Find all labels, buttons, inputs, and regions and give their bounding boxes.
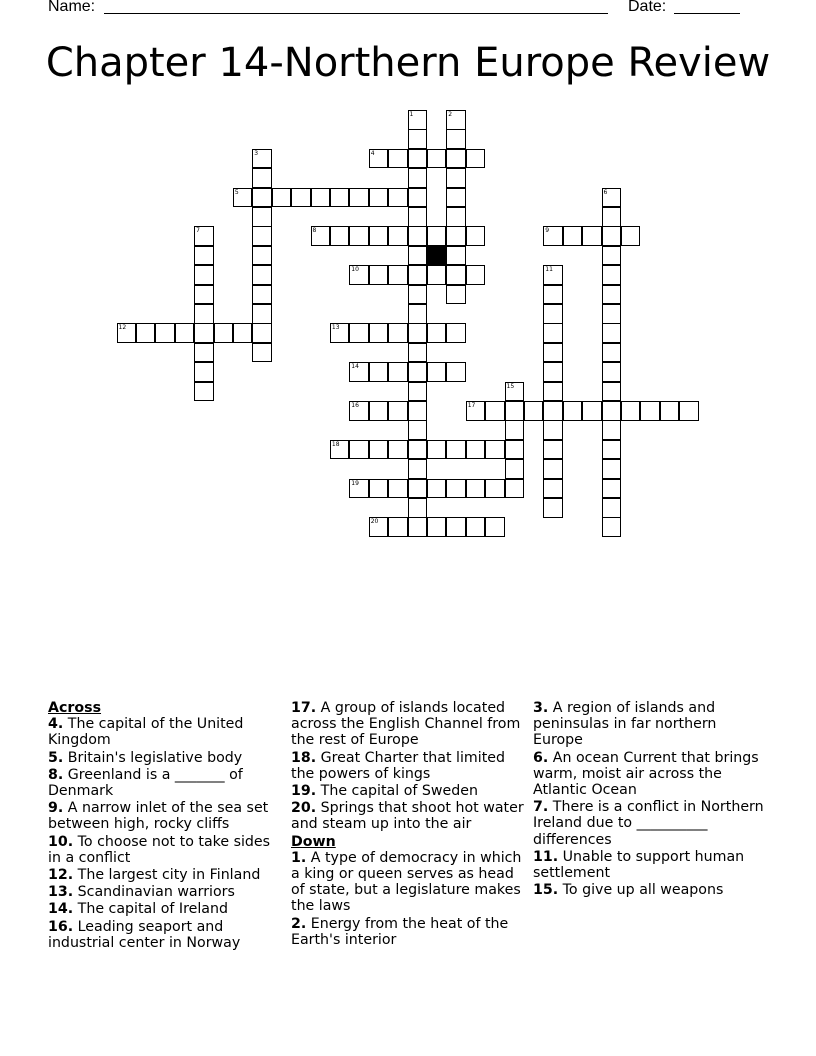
page-title: Chapter 14-Northern Europe Review (45, 40, 771, 86)
clue-text: The capital of the United Kingdom (48, 716, 244, 749)
clue-text: Britain's legislative body (67, 749, 243, 766)
grid-cell[interactable] (427, 517, 447, 537)
down-header: Down (291, 833, 336, 850)
grid-cell[interactable] (330, 323, 350, 343)
grid-cell[interactable] (252, 149, 272, 169)
grid-cell[interactable] (214, 323, 234, 343)
grid-cell[interactable] (408, 285, 428, 305)
grid-cell[interactable] (408, 440, 428, 460)
grid-cell[interactable] (388, 265, 408, 285)
grid-cell[interactable] (543, 382, 563, 402)
clue-number-label: 6 (603, 188, 608, 196)
clue-text: A type of democracy in which a king or queen serves as head of state, but a legislature makes the laws (291, 849, 522, 915)
grid-cell[interactable] (543, 459, 563, 479)
clue-number: 20. (291, 800, 317, 817)
grid-cell[interactable] (194, 285, 214, 305)
clue-across-9 (48, 800, 284, 832)
grid-cell[interactable] (233, 323, 253, 343)
clues-column-3 (533, 700, 769, 899)
clue-number-label: 2 (448, 111, 453, 118)
grid-cell[interactable] (582, 226, 602, 246)
grid-cell[interactable] (446, 323, 466, 343)
grid-cell[interactable] (155, 323, 175, 343)
grid-cell[interactable] (252, 323, 272, 343)
grid-cell[interactable] (602, 362, 622, 382)
grid-cell[interactable] (446, 479, 466, 499)
grid-cell[interactable] (466, 401, 486, 421)
grid-cell[interactable] (388, 149, 408, 169)
clue-text: The largest city in Finland (77, 867, 261, 884)
grid-cell[interactable] (602, 343, 622, 363)
grid-cell[interactable] (388, 517, 408, 537)
grid-cell[interactable] (602, 517, 622, 537)
grid-cell[interactable] (446, 168, 466, 188)
grid-cell[interactable] (466, 149, 486, 169)
grid-cell[interactable] (446, 517, 466, 537)
grid-cell[interactable] (233, 188, 253, 208)
clue-number: 6. (533, 749, 549, 766)
grid-cell[interactable] (408, 304, 428, 324)
clue-down-11 (533, 849, 769, 881)
grid-cell[interactable] (602, 226, 622, 246)
date-label: Date: (628, 0, 667, 15)
grid-cell[interactable] (408, 420, 428, 440)
grid-cell[interactable] (505, 440, 525, 460)
grid-cell[interactable] (543, 285, 563, 305)
grid-cell[interactable] (408, 149, 428, 169)
grid-cell[interactable] (408, 479, 428, 499)
clue-number: 16. (48, 918, 74, 935)
grid-cell[interactable] (621, 401, 641, 421)
grid-cell[interactable] (446, 362, 466, 382)
clue-text: A narrow inlet of the sea set between high, rocky cliffs (48, 800, 269, 833)
clue-across-12 (48, 867, 284, 883)
grid-cell[interactable] (446, 285, 466, 305)
clue-number: 5. (48, 749, 64, 766)
clue-number: 10. (48, 833, 74, 850)
clue-number-label: 13 (331, 324, 340, 332)
clue-text: Great Charter that limited the powers of kings (291, 749, 505, 782)
clue-number-label: 4 (370, 149, 375, 157)
clue-number: 1. (291, 849, 307, 866)
clue-text: Springs that shoot hot water and steam up into the air (291, 800, 524, 833)
grid-cell[interactable] (621, 226, 641, 246)
grid-cell[interactable] (543, 479, 563, 499)
grid-cell[interactable] (505, 459, 525, 479)
grid-cell[interactable] (602, 304, 622, 324)
grid-cell[interactable] (582, 401, 602, 421)
grid-cell[interactable] (408, 265, 428, 285)
clue-across-5 (48, 750, 284, 766)
grid-cell[interactable] (408, 188, 428, 208)
grid-cell[interactable] (252, 188, 272, 208)
clue-number-label: 8 (312, 227, 317, 235)
grid-cell[interactable] (349, 323, 369, 343)
grid-cell[interactable] (602, 188, 622, 208)
grid-cell[interactable] (505, 479, 525, 499)
grid-cell[interactable] (194, 246, 214, 266)
grid-cell[interactable] (369, 517, 389, 537)
grid-cell[interactable] (252, 168, 272, 188)
grid-cell[interactable] (330, 440, 350, 460)
clue-number-label: 18 (331, 440, 340, 448)
grid-cell[interactable] (252, 304, 272, 324)
grid-cell[interactable] (408, 382, 428, 402)
clue-text: Greenland is a _______ of Denmark (48, 766, 243, 800)
grid-cell[interactable] (194, 226, 214, 246)
grid-cell[interactable] (543, 304, 563, 324)
grid-cell[interactable] (194, 343, 214, 363)
grid-cell[interactable] (602, 498, 622, 518)
clue-number-label: 15 (506, 382, 515, 390)
clue-text: The capital of Ireland (77, 901, 228, 918)
grid-cell[interactable] (485, 440, 505, 460)
grid-cell[interactable] (543, 265, 563, 285)
grid-cell[interactable] (194, 362, 214, 382)
clue-number: 15. (533, 882, 559, 899)
grid-cell[interactable] (252, 207, 272, 227)
clue-number-label: 12 (118, 324, 127, 332)
grid-cell[interactable] (388, 440, 408, 460)
grid-cell[interactable] (388, 401, 408, 421)
grid-cell[interactable] (427, 226, 447, 246)
grid-cell[interactable] (543, 420, 563, 440)
grid-cell[interactable] (505, 401, 525, 421)
grid-cell[interactable] (349, 362, 369, 382)
grid-cell[interactable] (466, 440, 486, 460)
grid-cell[interactable] (388, 323, 408, 343)
grid-cell[interactable] (408, 168, 428, 188)
grid-cell[interactable] (543, 323, 563, 343)
grid-cell[interactable] (446, 110, 466, 130)
clue-number: 2. (291, 915, 307, 932)
grid-cell[interactable] (369, 265, 389, 285)
grid-cell[interactable] (446, 226, 466, 246)
clue-number: 14. (48, 901, 74, 918)
clue-text: There is a conflict in Northern Ireland due to __________ differences (533, 799, 764, 848)
clue-across-16 (48, 919, 284, 951)
clue-number: 4. (48, 716, 64, 733)
grid-cell[interactable] (602, 479, 622, 499)
clue-number: 11. (533, 848, 559, 865)
grid-cell[interactable] (194, 265, 214, 285)
clue-down-3 (533, 700, 769, 749)
grid-cell[interactable] (408, 226, 428, 246)
grid-cell[interactable] (311, 226, 331, 246)
grid-cell[interactable] (408, 362, 428, 382)
grid-cell[interactable] (446, 207, 466, 227)
grid-cell[interactable] (427, 362, 447, 382)
clue-across-18 (291, 750, 527, 782)
grid-cell[interactable] (272, 188, 292, 208)
grid-cell[interactable] (524, 401, 544, 421)
clue-across-8 (48, 767, 284, 799)
clues-column-1 (48, 700, 284, 952)
grid-cell[interactable] (446, 149, 466, 169)
grid-cell[interactable] (640, 401, 660, 421)
grid-cell[interactable] (543, 226, 563, 246)
clue-number: 12. (48, 867, 74, 884)
grid-cell[interactable] (369, 149, 389, 169)
grid-cell[interactable] (388, 188, 408, 208)
grid-cell[interactable] (602, 246, 622, 266)
grid-cell[interactable] (330, 226, 350, 246)
grid-cell[interactable] (408, 401, 428, 421)
grid-cell[interactable] (563, 226, 583, 246)
grid-cell[interactable] (602, 420, 622, 440)
grid-cell[interactable] (505, 420, 525, 440)
grid-cell[interactable] (602, 401, 622, 421)
grid-cell[interactable] (660, 401, 680, 421)
across-header: Across (48, 700, 102, 716)
clue-number-label: 11 (545, 266, 553, 274)
grid-cell[interactable] (369, 401, 389, 421)
clue-across-10 (48, 834, 284, 866)
clue-number-label: 17 (467, 402, 476, 409)
grid-cell[interactable] (408, 517, 428, 537)
clue-across-4 (48, 716, 284, 748)
grid-cell[interactable] (602, 207, 622, 227)
grid-cell[interactable] (446, 246, 466, 266)
grid-cell[interactable] (349, 440, 369, 460)
grid-cell[interactable] (466, 265, 486, 285)
grid-cell[interactable] (252, 246, 272, 266)
clue-across-14 (48, 901, 284, 917)
grid-cell[interactable] (408, 459, 428, 479)
grid-cell[interactable] (252, 343, 272, 363)
grid-cell[interactable] (563, 401, 583, 421)
grid-cell[interactable] (330, 188, 350, 208)
grid-cell[interactable] (291, 188, 311, 208)
clue-across-17 (291, 700, 527, 749)
grid-cell[interactable] (408, 207, 428, 227)
clue-text: A region of islands and peninsulas in far northern Europe (533, 700, 717, 749)
grid-cell[interactable] (505, 382, 525, 402)
grid-cell[interactable] (543, 362, 563, 382)
grid-cell[interactable] (466, 479, 486, 499)
grid-cell[interactable] (543, 498, 563, 518)
grid-cell[interactable] (602, 265, 622, 285)
grid-cell[interactable] (446, 440, 466, 460)
clue-number-label: 7 (196, 227, 200, 235)
grid-cell[interactable] (543, 343, 563, 363)
clue-number-label: 20 (370, 518, 379, 526)
clue-text: Leading seaport and industrial center in Norway (48, 918, 241, 951)
clue-text: Scandinavian warriors (77, 884, 235, 901)
grid-cell[interactable] (408, 323, 428, 343)
clues-column-2 (291, 700, 527, 949)
clue-down-2 (291, 916, 527, 948)
clue-down-15 (533, 882, 769, 898)
grid-cell[interactable] (427, 440, 447, 460)
grid-cell[interactable] (388, 362, 408, 382)
clue-number-label: 3 (254, 149, 259, 157)
grid-cell[interactable] (543, 440, 563, 460)
grid-cell[interactable] (388, 226, 408, 246)
grid-cell[interactable] (136, 323, 156, 343)
clue-number-label: 5 (234, 188, 239, 196)
grid-cell[interactable] (602, 323, 622, 343)
grid-cell[interactable] (369, 440, 389, 460)
clue-text: An ocean Current that brings warm, moist air across the Atlantic Ocean (533, 749, 759, 799)
clue-text: To choose not to take sides in a conflict (48, 833, 271, 866)
grid-cell[interactable] (369, 362, 389, 382)
grid-cell[interactable] (485, 517, 505, 537)
grid-cell[interactable] (252, 226, 272, 246)
grid-cell[interactable] (466, 517, 486, 537)
grid-cell[interactable] (427, 479, 447, 499)
clue-number: 18. (291, 749, 317, 766)
clue-text: Energy from the heat of the Earth's interior (291, 915, 509, 948)
grid-cell[interactable] (311, 188, 331, 208)
clue-across-13 (48, 884, 284, 900)
grid-cell[interactable] (446, 265, 466, 285)
grid-cell[interactable] (408, 246, 428, 266)
grid-cell[interactable] (602, 285, 622, 305)
grid-cell[interactable] (349, 188, 369, 208)
grid-cell[interactable] (427, 265, 447, 285)
grid-cell[interactable] (485, 479, 505, 499)
clue-number-label: 19 (351, 479, 359, 487)
grid-cell[interactable] (349, 479, 369, 499)
clue-number-label: 10 (351, 266, 359, 274)
clue-number-label: 1 (409, 111, 414, 118)
grid-cell[interactable] (679, 401, 699, 421)
clue-down-6 (533, 750, 769, 799)
clue-across-19 (291, 783, 527, 799)
clue-number: 8. (48, 766, 64, 783)
grid-cell[interactable] (349, 226, 369, 246)
clue-text: Unable to support human settlement (533, 848, 745, 882)
clue-text: A group of islands located across the English Channel from the rest of Europe (291, 700, 521, 749)
grid-cell[interactable] (466, 226, 486, 246)
clue-number: 9. (48, 800, 64, 817)
clue-text: To give up all weapons (562, 882, 724, 899)
grid-cell[interactable] (252, 285, 272, 305)
clue-down-7 (533, 799, 769, 848)
grid-cell[interactable] (194, 323, 214, 343)
grid-cell[interactable] (175, 323, 195, 343)
grid-cell[interactable] (349, 265, 369, 285)
grid-cell[interactable] (349, 401, 369, 421)
clue-number: 19. (291, 783, 317, 800)
grid-cell[interactable] (408, 498, 428, 518)
grid-cell[interactable] (427, 323, 447, 343)
clue-number: 3. (533, 700, 549, 716)
grid-cell[interactable] (602, 440, 622, 460)
grid-cell[interactable] (194, 304, 214, 324)
grid-cell[interactable] (117, 323, 137, 343)
grid-cell[interactable] (194, 382, 214, 402)
grid-cell[interactable] (485, 401, 505, 421)
grid-cell[interactable] (369, 323, 389, 343)
grid-cell[interactable] (408, 110, 428, 130)
grid-cell[interactable] (602, 459, 622, 479)
grid-cell[interactable] (388, 479, 408, 499)
clue-number: 7. (533, 799, 549, 816)
grid-cell[interactable] (427, 149, 447, 169)
grid-cell[interactable] (543, 401, 563, 421)
clue-number: 17. (291, 700, 317, 716)
clue-number-label: 16 (351, 402, 359, 409)
clue-number: 13. (48, 884, 74, 901)
name-label: Name: (48, 0, 96, 15)
grid-cell[interactable] (369, 188, 389, 208)
grid-cell[interactable] (408, 343, 428, 363)
clue-text: The capital of Sweden (320, 783, 478, 800)
grid-cell[interactable] (369, 226, 389, 246)
clue-number-label: 9 (545, 227, 550, 235)
grid-cell[interactable] (369, 479, 389, 499)
clue-number-label: 14 (351, 363, 359, 371)
grid-cell[interactable] (408, 129, 428, 149)
clue-across-20 (291, 800, 527, 832)
grid-cell[interactable] (252, 265, 272, 285)
clue-down-1 (291, 850, 527, 915)
grid-cell[interactable] (602, 382, 622, 402)
grid-cell[interactable] (446, 188, 466, 208)
black-square (427, 246, 447, 266)
grid-cell[interactable] (446, 129, 466, 149)
